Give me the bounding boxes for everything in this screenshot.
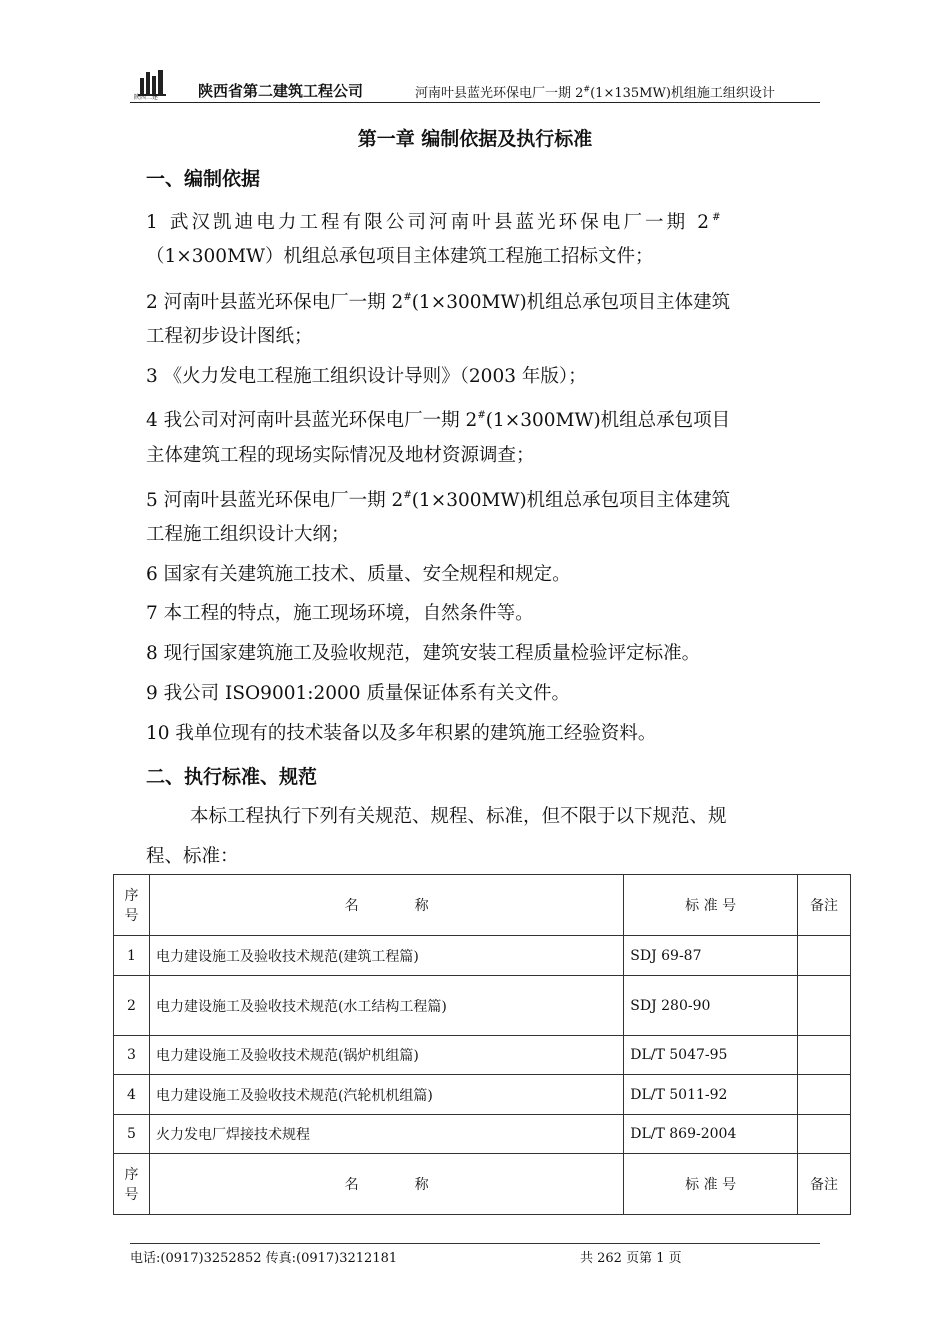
project-title: 河南叶县蓝光环保电厂一期 2#(1×135MW)机组施工组织设计 <box>415 84 775 101</box>
page-header <box>130 66 820 103</box>
row-name: 电力建设施工及验收技术规范(建筑工程篇) <box>149 936 623 976</box>
basis-item-1-line-1: 1 武汉凯迪电力工程有限公司河南叶县蓝光环保电厂一期 2# <box>146 212 724 233</box>
basis-item-8: 8 现行国家建筑施工及验收规范，建筑安装工程质量检验评定标准。 <box>146 643 701 664</box>
table-row <box>114 1115 851 1154</box>
basis-item-2-line-2: 工程初步设计图纸； <box>146 326 313 347</box>
table-header-row <box>114 875 851 936</box>
table-header-row-repeat <box>114 1154 851 1215</box>
row-name: 电力建设施工及验收技术规范(水工结构工程篇) <box>149 976 623 1036</box>
standards-intro-line-2: 程、标准： <box>146 846 239 867</box>
col-header-no: 序号 <box>114 1154 150 1215</box>
row-remark <box>798 1075 851 1115</box>
section-1-title: 一、编制依据 <box>146 168 261 190</box>
col-header-std: 标 准 号 <box>624 1154 798 1215</box>
company-name: 陕西省第二建筑工程公司 <box>198 82 364 100</box>
page-footer <box>130 1243 820 1266</box>
row-remark <box>798 1115 851 1154</box>
basis-item-4-line-2: 主体建筑工程的现场实际情况及地材资源调查； <box>146 445 535 466</box>
row-name: 电力建设施工及验收技术规范(锅炉机组篇) <box>149 1036 623 1075</box>
row-no: 3 <box>114 1036 150 1075</box>
row-std: DL/T 5011-92 <box>624 1075 798 1115</box>
basis-item-7: 7 本工程的特点，施工现场环境，自然条件等。 <box>146 603 534 624</box>
row-no: 2 <box>114 976 150 1036</box>
table-row <box>114 1036 851 1075</box>
row-no: 5 <box>114 1115 150 1154</box>
basis-item-10: 10 我单位现有的技术装备以及多年积累的建筑施工经验资料。 <box>146 723 657 744</box>
col-header-name: 名 称 <box>149 875 623 936</box>
standards-intro-line-1: 本标工程执行下列有关规范、规程、标准，但不限于以下规范、规 <box>190 806 727 827</box>
row-no: 4 <box>114 1075 150 1115</box>
basis-item-2-line-1: 2 河南叶县蓝光环保电厂一期 2#(1×300MW)机组总承包项目主体建筑 <box>146 292 731 313</box>
col-header-remark: 备注 <box>798 875 851 936</box>
table-row <box>114 1075 851 1115</box>
col-header-name: 名 称 <box>149 1154 623 1215</box>
basis-item-9: 9 我公司 ISO9001:2000 质量保证体系有关文件。 <box>146 683 570 704</box>
row-std: DL/T 869-2004 <box>624 1115 798 1154</box>
section-2-title: 二、执行标准、规范 <box>146 766 318 788</box>
basis-item-5-line-1: 5 河南叶县蓝光环保电厂一期 2#(1×300MW)机组总承包项目主体建筑 <box>146 490 731 511</box>
standards-table <box>113 874 851 1215</box>
basis-item-5-line-2: 工程施工组织设计大纲； <box>146 524 350 545</box>
basis-item-6: 6 国家有关建筑施工技术、质量、安全规程和规定。 <box>146 564 571 585</box>
row-remark <box>798 976 851 1036</box>
col-header-remark: 备注 <box>798 1154 851 1215</box>
col-header-no: 序号 <box>114 875 150 936</box>
logo-subtext: 陕西二建 <box>134 94 159 101</box>
row-name: 电力建设施工及验收技术规范(汽轮机机组篇) <box>149 1075 623 1115</box>
table-row <box>114 936 851 976</box>
row-no: 1 <box>114 936 150 976</box>
basis-item-3: 3 《火力发电工程施工组织设计导则》（2003 年版）； <box>146 366 587 387</box>
row-remark <box>798 936 851 976</box>
row-std: SDJ 280-90 <box>624 976 798 1036</box>
row-remark <box>798 1036 851 1075</box>
row-std: DL/T 5047-95 <box>624 1036 798 1075</box>
footer-contact: 电话:(0917)3252852 传真:(0917)3212181 <box>130 1251 398 1266</box>
footer-page-number: 共 262 页第 1 页 <box>580 1251 682 1266</box>
row-std: SDJ 69-87 <box>624 936 798 976</box>
basis-item-1-line-2: （1×300MW）机组总承包项目主体建筑工程施工招标文件； <box>146 246 654 267</box>
chapter-title: 第一章 编制依据及执行标准 <box>357 128 593 150</box>
table-row <box>114 976 851 1036</box>
col-header-std: 标 准 号 <box>624 875 798 936</box>
row-name: 火力发电厂焊接技术规程 <box>149 1115 623 1154</box>
basis-item-4-line-1: 4 我公司对河南叶县蓝光环保电厂一期 2#(1×300MW)机组总承包项目 <box>146 410 731 431</box>
